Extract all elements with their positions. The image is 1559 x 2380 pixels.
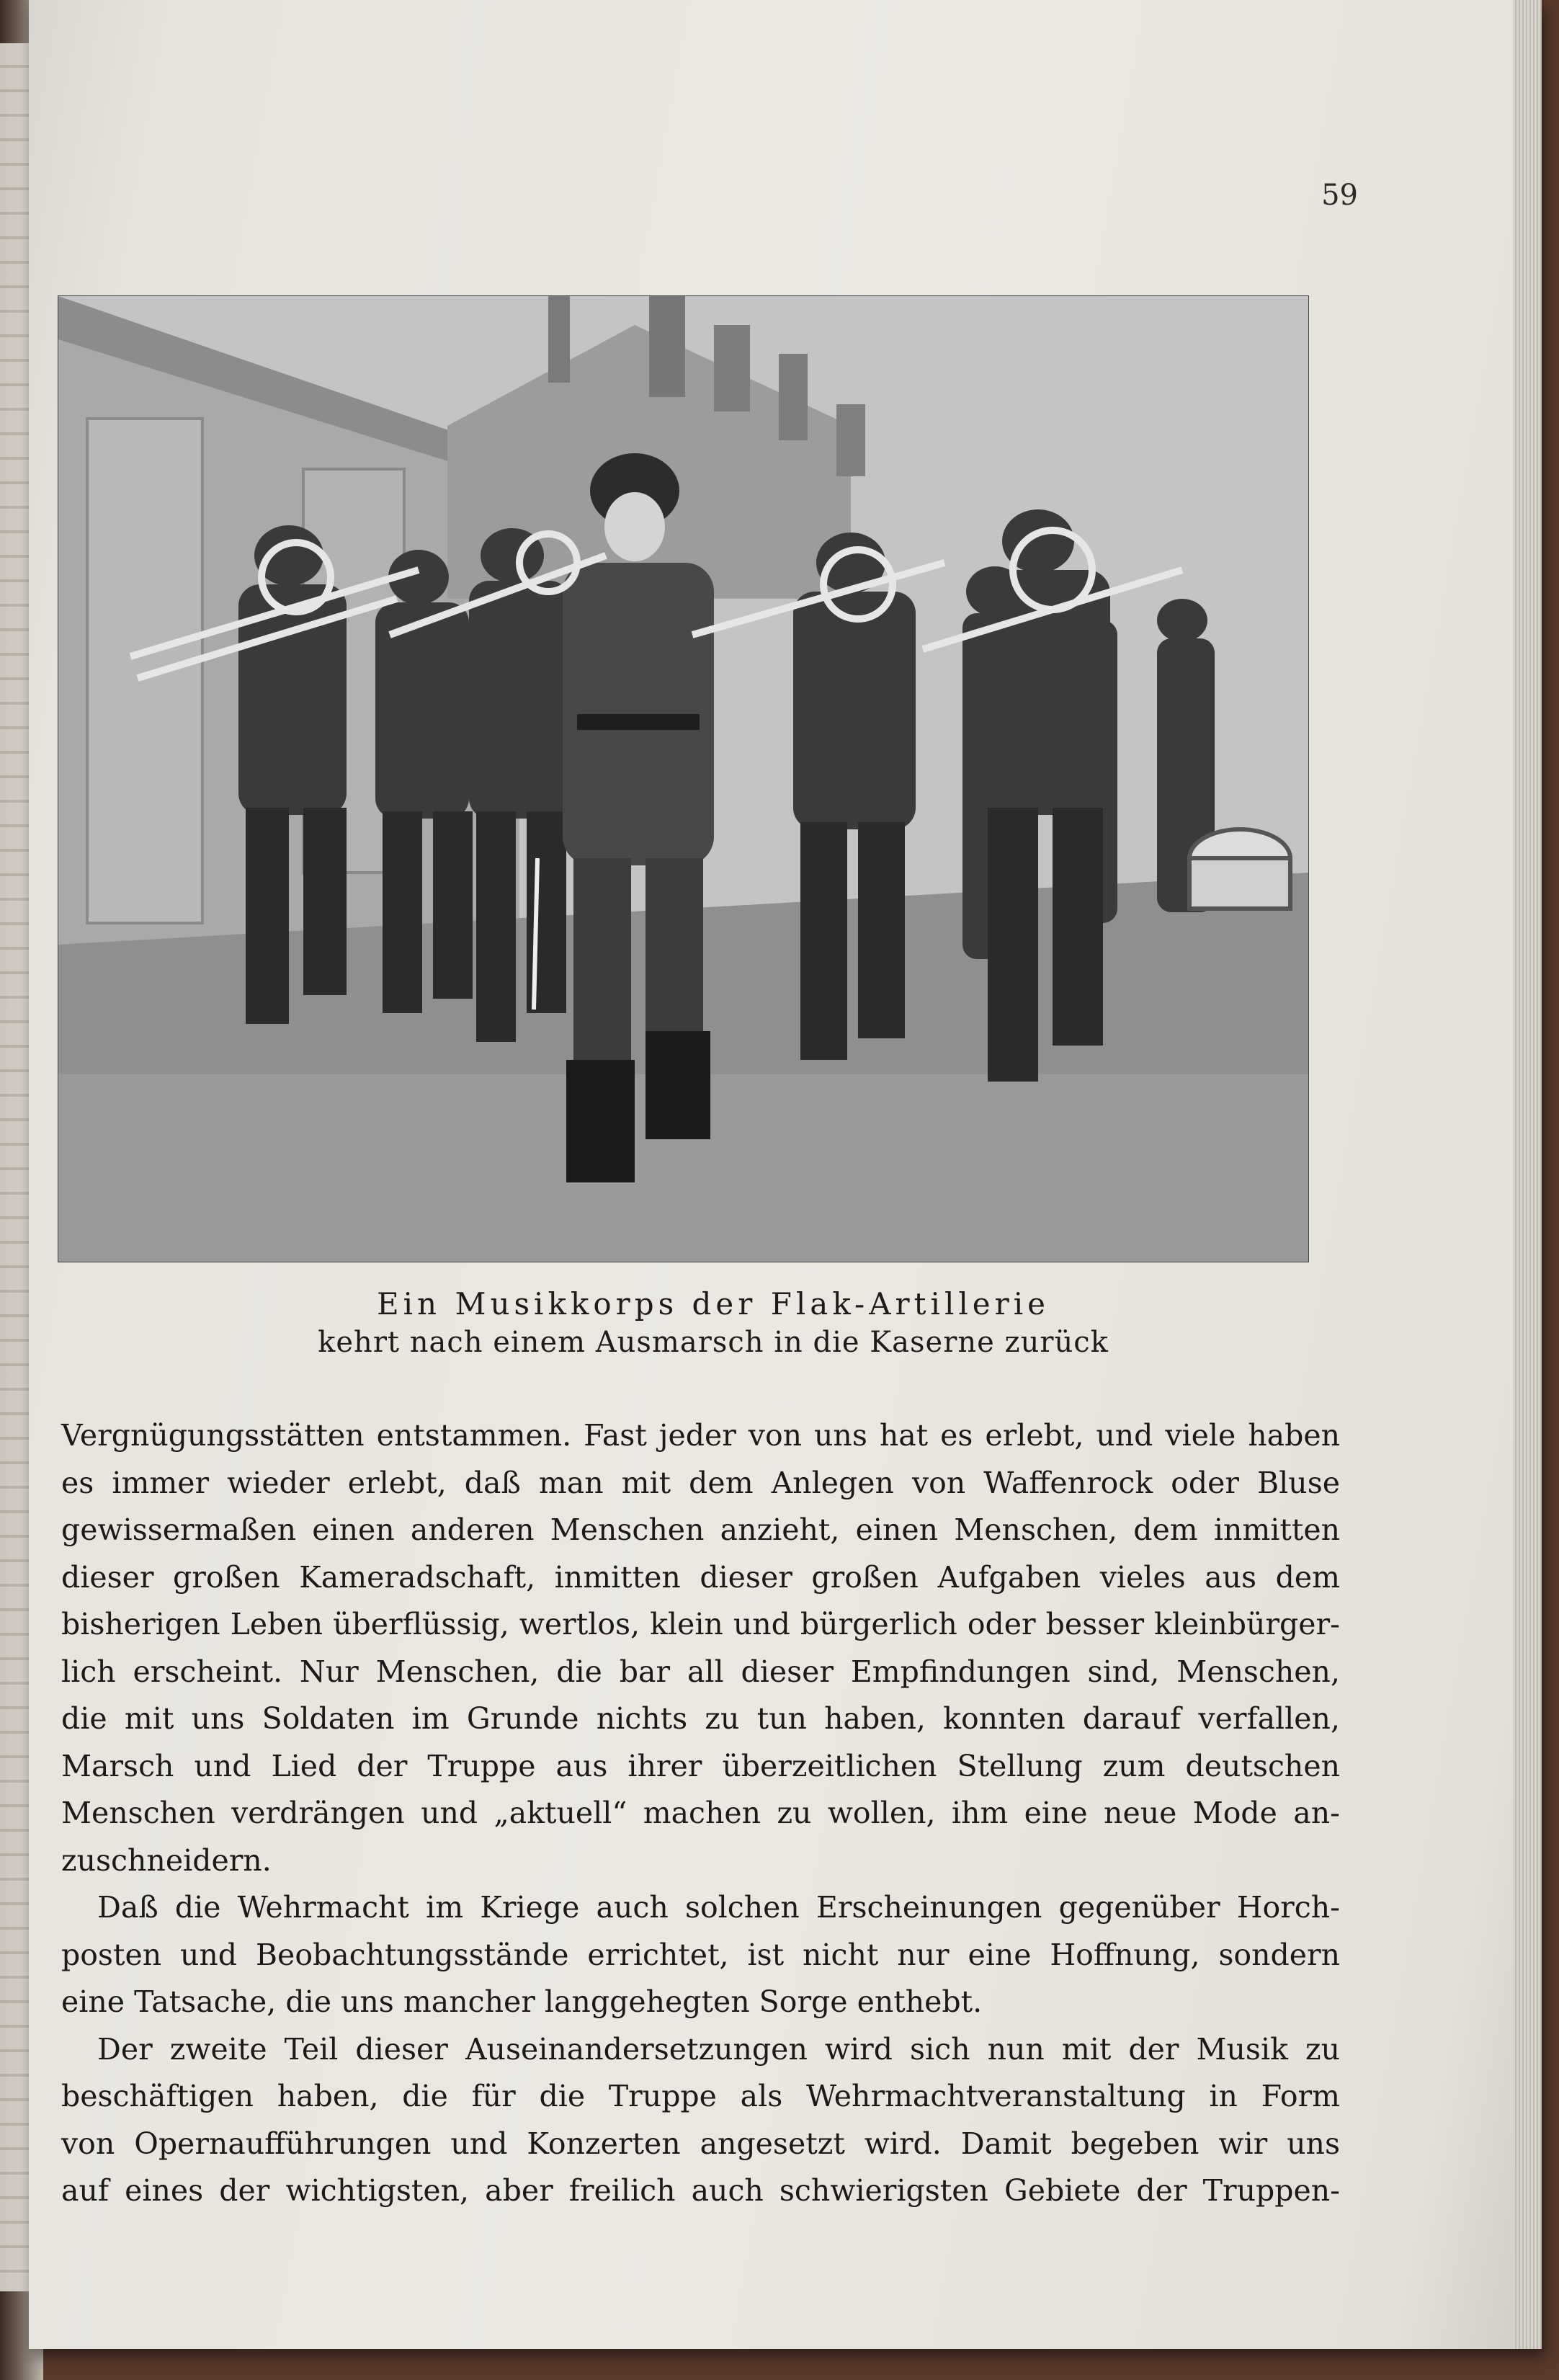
text-line: auf eines der wichtigsten, aber freilich auch schwierigsten Gebiete der Truppen-	[61, 2173, 1340, 2208]
text-line: dieser großen Kameradschaft, inmitten dieser großen Aufgaben vieles aus dem	[61, 1559, 1340, 1595]
photo-illustration	[58, 296, 1308, 1262]
marching-band-photo	[58, 295, 1309, 1262]
text-line: lich erscheint. Nur Menschen, die bar all dieser Empfindungen sind, Menschen,	[61, 1654, 1340, 1689]
text-line: beschäftigen haben, die für die Truppe als Wehrmachtveranstaltung in Form	[61, 2079, 1340, 2113]
text-line: Menschen verdrängen und „aktuell“ machen zu wollen, ihm eine neue Mode an-	[61, 1796, 1340, 1830]
text-line: Der zweite Teil dieser Auseinandersetzungen wird sich nun mit der Musik zu	[97, 2031, 1340, 2067]
text-line: bisherigen Leben überflüssig, wertlos, klein und bürgerlich oder besser kleinbürger-	[61, 1607, 1340, 1641]
text-line: Marsch und Lied der Truppe aus ihrer überzeitlichen Stellung zum deutschen	[61, 1748, 1340, 1783]
body-text	[61, 1412, 1340, 2215]
text-line: Daß die Wehrmacht im Kriege auch solchen Erscheinungen gegenüber Horch-	[97, 1890, 1340, 1925]
text-line: es immer wieder erlebt, daß man mit dem Anlegen von Waffenrock oder Bluse	[61, 1465, 1340, 1500]
book-page	[29, 0, 1542, 2349]
text-line: zuschneidern.	[61, 1842, 272, 1878]
page-number: 59	[1321, 179, 1358, 212]
text-line: Vergnügungsstätten entstammen. Fast jeder von uns hat es erlebt, und viele haben	[61, 1418, 1340, 1453]
text-line: gewissermaßen einen anderen Menschen anzieht, einen Menschen, dem inmitten	[61, 1512, 1340, 1547]
text-line: die mit uns Soldaten im Grunde nichts zu tun haben, konnten darauf verfallen,	[61, 1701, 1340, 1736]
figure-caption-line-2: kehrt nach einem Ausmarsch in die Kaserne zurück	[318, 1326, 1109, 1359]
text-line: posten und Beobachtungsstände errichtet, ist nicht nur eine Hoffnung, sondern	[61, 1937, 1340, 1972]
figure-caption-line-1: Ein Musikkorps der Flak-Artillerie	[376, 1286, 1050, 1322]
text-line: von Opernaufführungen und Konzerten angesetzt wird. Damit begeben wir uns	[61, 2126, 1340, 2161]
page-stack-edge	[1513, 0, 1542, 2349]
text-line: eine Tatsache, die uns mancher langgehegten Sorge enthebt.	[61, 1984, 983, 2019]
